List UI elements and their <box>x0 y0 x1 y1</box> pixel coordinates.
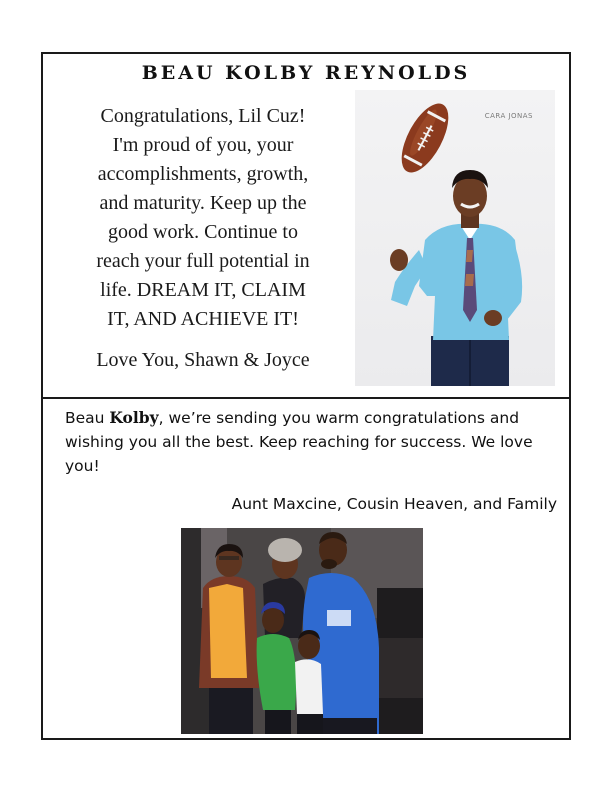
tribute-card <box>41 52 571 740</box>
family-photo <box>181 528 423 734</box>
message-line: IT, AND ACHIEVE IT! <box>107 308 299 330</box>
graduate-photo-illustration <box>355 90 555 386</box>
football-icon <box>392 96 458 179</box>
message-body: , we’re sending you warm congratulations and wishing you all the best. Keep reaching for success. We love you! <box>65 409 533 475</box>
message-name-bold: Kolby <box>109 408 159 427</box>
family-photo-illustration <box>181 528 423 734</box>
family-message <box>65 406 565 478</box>
message-line: I'm proud of you, your <box>112 134 294 156</box>
message-line: reach your full potential in <box>96 250 310 272</box>
page-title: BEAU KOLBY REYNOLDS <box>141 62 471 84</box>
message-signoff: Love You, Shawn & Joyce <box>96 349 310 371</box>
graduate-figure <box>390 170 522 386</box>
message-line: Congratulations, Lil Cuz! <box>100 105 306 127</box>
message-line: life. DREAM IT, CLAIM <box>100 279 306 301</box>
congratulations-message <box>63 102 343 334</box>
message-line: and maturity. Keep up the <box>99 192 307 214</box>
section-divider <box>43 397 569 399</box>
message-line: good work. Continue to <box>108 221 298 243</box>
message-line: accomplishments, growth, <box>97 163 309 185</box>
photographer-watermark: CARA JONAS <box>484 112 533 120</box>
graduate-photo <box>355 90 555 386</box>
family-signoff: Aunt Maxcine, Cousin Heaven, and Family <box>231 495 557 513</box>
message-name-first: Beau <box>65 409 110 427</box>
person-boy-white-shirt <box>295 630 323 734</box>
